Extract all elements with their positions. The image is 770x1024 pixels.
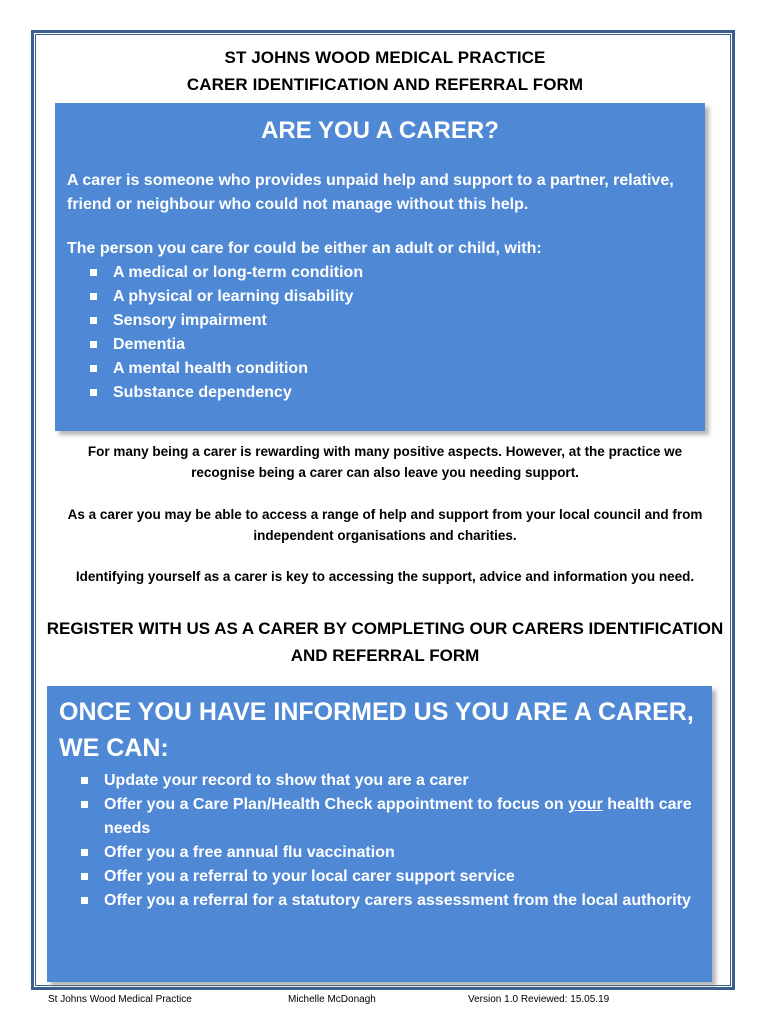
list-item: A physical or learning disability xyxy=(67,285,693,309)
once-informed-box xyxy=(47,686,712,982)
square-bullet-icon xyxy=(81,801,88,808)
square-bullet-icon xyxy=(81,897,88,904)
list-item: Update your record to show that you are a carer xyxy=(59,769,700,793)
footer-practice: St Johns Wood Medical Practice xyxy=(48,994,192,1005)
list-item: A mental health condition xyxy=(67,357,693,381)
list-item: Sensory impairment xyxy=(67,309,693,333)
square-bullet-icon xyxy=(90,341,97,348)
practice-name: ST JOHNS WOOD MEDICAL PRACTICE xyxy=(224,48,546,67)
box1-title: ARE YOU A CARER? xyxy=(261,117,499,144)
square-bullet-icon xyxy=(90,317,97,324)
box2-title: ONCE YOU HAVE INFORMED US YOU ARE A CARER, WE CAN: xyxy=(59,698,694,762)
conditions-list xyxy=(67,261,693,405)
are-you-a-carer-box xyxy=(55,103,705,431)
benefits-list xyxy=(59,769,700,913)
register-heading: REGISTER WITH US AS A CARER BY COMPLETING OUR CARERS IDENTIFICATION AND REFERRAL FORM xyxy=(46,619,724,665)
square-bullet-icon xyxy=(90,269,97,276)
identify-text: Identifying yourself as a carer is key to accessing the support, advice and information you need. xyxy=(75,569,695,584)
list-item: Offer you a free annual flu vaccination xyxy=(59,841,700,865)
square-bullet-icon xyxy=(90,293,97,300)
help-support-text: As a carer you may be able to access a range of help and support from your local council and from independent organisations and charities. xyxy=(67,507,703,543)
rewarding-text: For many being a carer is rewarding with many positive aspects. However, at the practice we recognise being a carer can also leave you needing support. xyxy=(87,444,683,480)
list-item: Offer you a referral for a statutory carers assessment from the local authority xyxy=(59,889,700,913)
list-item: Substance dependency xyxy=(67,381,693,405)
square-bullet-icon xyxy=(81,873,88,880)
list-item: Offer you a Care Plan/Health Check appointment to focus on your health care needs xyxy=(59,793,700,841)
form-title: CARER IDENTIFICATION AND REFERRAL FORM xyxy=(186,75,584,94)
list-item: A medical or long-term condition xyxy=(67,261,693,285)
list-item: Dementia xyxy=(67,333,693,357)
footer-author: Michelle McDonagh xyxy=(288,994,376,1005)
list-item: Offer you a referral to your local carer support service xyxy=(59,865,700,889)
care-for-intro: The person you care for could be either an adult or child, with: xyxy=(67,240,542,257)
square-bullet-icon xyxy=(81,777,88,784)
emphasis-your: your xyxy=(568,796,603,813)
carer-definition: A carer is someone who provides unpaid help and support to a partner, relative, friend or neighbour who could not manage without this help. xyxy=(67,172,674,213)
square-bullet-icon xyxy=(90,365,97,372)
square-bullet-icon xyxy=(81,849,88,856)
square-bullet-icon xyxy=(90,389,97,396)
footer-version: Version 1.0 Reviewed: 15.05.19 xyxy=(468,994,610,1005)
